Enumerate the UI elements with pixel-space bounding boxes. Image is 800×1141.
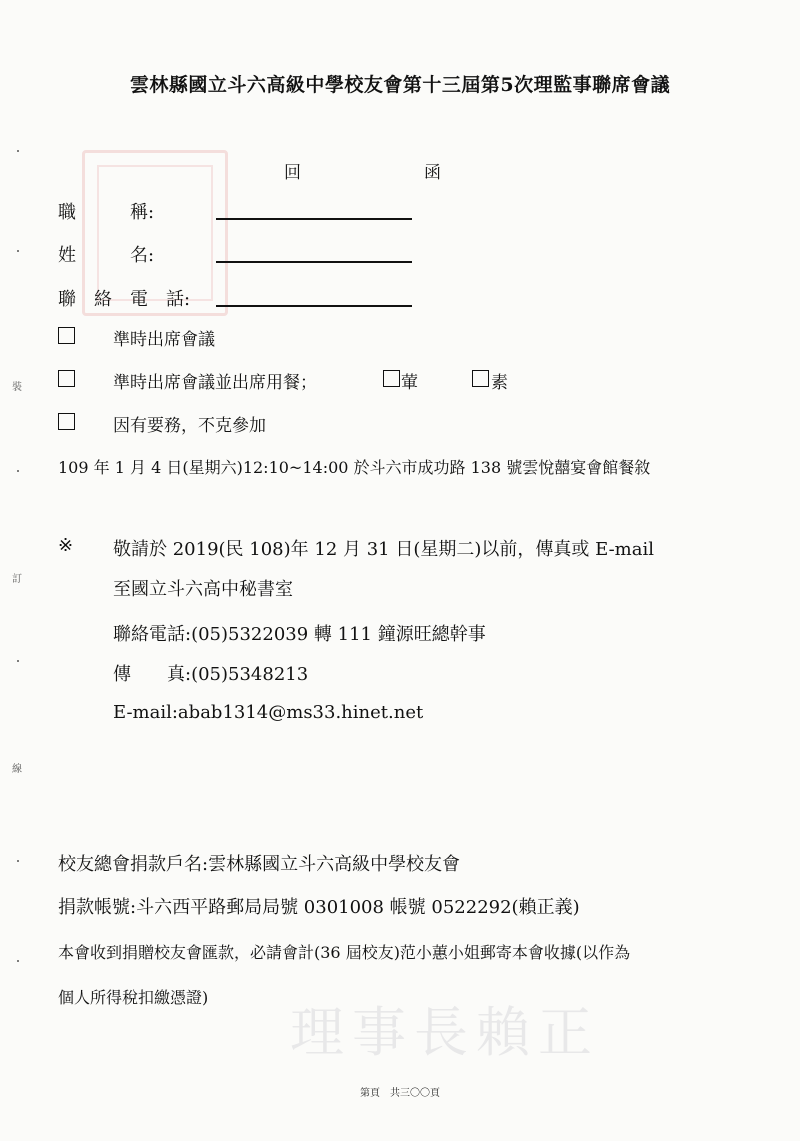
binding-dot [17, 470, 19, 472]
page-footer: 第頁 共三〇〇頁 [360, 1088, 440, 1099]
fax-text: 傳 真:(05)5348213 [113, 664, 309, 685]
reply-heading-left: 回 [284, 163, 302, 183]
attend-meeting-label: 準時出席會議 [113, 330, 215, 350]
binding-dot [17, 860, 19, 862]
meat-meal-label: 葷 [401, 373, 418, 393]
attend-meeting-checkbox[interactable] [58, 327, 75, 344]
absent-checkbox[interactable] [58, 413, 75, 430]
vegetarian-meal-label: 素 [491, 373, 508, 393]
receipt-note-line2: 個人所得稅扣繳憑證) [58, 988, 209, 1007]
document-title: 雲林縣國立斗六高級中學校友會第十三屆第5次理監事聯席會議 [129, 74, 671, 96]
email-text: E-mail:abab1314@ms33.hinet.net [113, 702, 424, 723]
absent-label: 因有要務，不克參加 [113, 416, 266, 436]
contact-phone-text: 聯絡電話:(05)5322039 轉 111 鐘源旺總幹事 [113, 624, 486, 645]
donation-account-number: 捐款帳號:斗六西平路郵局局號 0301008 帳號 0522292(賴正義) [58, 897, 580, 918]
meal-info-text: 109 年 1 月 4 日(星期六)12:10~14:00 於斗六市成功路 138 號雲悅囍宴會館餐敘 [58, 458, 651, 477]
donation-account-name: 校友總會捐款戶名:雲林縣國立斗六高級中學校友會 [58, 854, 461, 875]
receipt-note-line1: 本會收到捐贈校友會匯款，必請會計(36 屆校友)范小蕙小姐郵寄本會收據(以作為 [58, 943, 631, 962]
meat-meal-checkbox[interactable] [383, 370, 400, 387]
title-field-label: 職 稱: [58, 202, 155, 223]
reply-heading-right: 函 [424, 163, 442, 183]
title-field-line[interactable] [216, 218, 412, 220]
binding-dot [17, 960, 19, 962]
binding-mark-xian: 線 [12, 764, 22, 775]
name-field-label: 姓 名: [58, 245, 155, 266]
phone-field-line[interactable] [216, 305, 412, 307]
binding-dot [17, 150, 19, 152]
binding-dot [17, 660, 19, 662]
name-field-line[interactable] [216, 261, 412, 263]
binding-mark-ding: 訂 [12, 574, 22, 585]
submit-to-text: 至國立斗六高中秘書室 [113, 579, 293, 600]
attend-with-meal-label: 準時出席會議並出席用餐； [113, 373, 317, 393]
binding-mark-zhuang: 裝 [12, 382, 22, 393]
binding-dot [17, 250, 19, 252]
faint-signature-showthrough: 理事長賴正 [290, 1001, 600, 1064]
attend-with-meal-checkbox[interactable] [58, 370, 75, 387]
reference-mark: ※ [58, 535, 74, 556]
phone-field-label: 聯 絡 電 話: [58, 289, 191, 310]
vegetarian-meal-checkbox[interactable] [472, 370, 489, 387]
deadline-text: 敬請於 2019(民 108)年 12 月 31 日(星期二)以前，傳真或 E-mail [113, 539, 654, 560]
